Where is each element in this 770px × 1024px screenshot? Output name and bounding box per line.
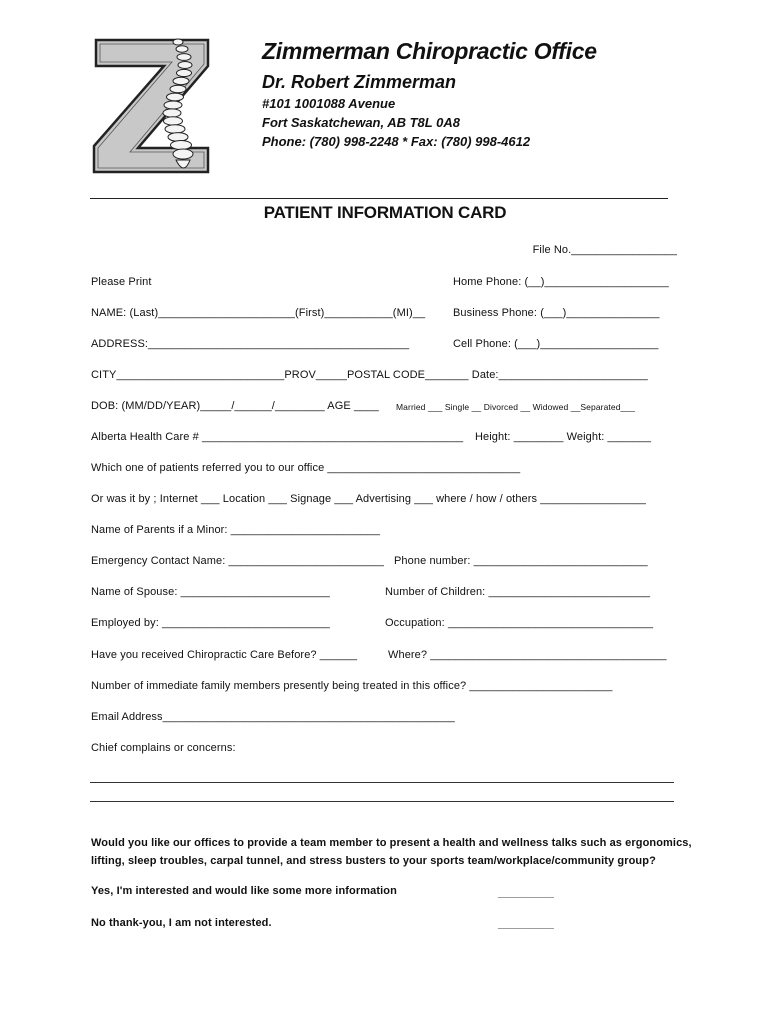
family-members-field[interactable]: Number of immediate family members presently being treated in this office? _______________________: [91, 680, 613, 692]
home-phone-field[interactable]: Home Phone: (__)____________________: [453, 276, 669, 288]
wellness-no-blank[interactable]: _________: [498, 918, 554, 930]
number-of-children-field[interactable]: Number of Children: __________________________: [385, 586, 651, 598]
please-print-note: Please Print: [91, 276, 152, 288]
z-spine-logo-icon: [90, 36, 214, 176]
doctor-name: Dr. Robert Zimmerman: [262, 72, 457, 92]
dob-age-field[interactable]: DOB: (MM/DD/YEAR)_____/______/________ AGE ____: [91, 400, 379, 412]
parents-name-field[interactable]: Name of Parents if a Minor: ________________________: [91, 524, 380, 536]
marital-status-field[interactable]: Married ___ Single __ Divorced __ Widowed __Separated___: [396, 402, 636, 412]
height-weight-field[interactable]: Height: ________ Weight: _______: [475, 431, 652, 443]
business-phone-field[interactable]: Business Phone: (___)_______________: [453, 307, 660, 319]
health-care-field[interactable]: Alberta Health Care # __________________________________________: [91, 431, 464, 443]
previous-care-where-field[interactable]: Where? ______________________________________: [388, 649, 667, 661]
employer-field[interactable]: Employed by: ___________________________: [91, 617, 330, 629]
cell-phone-field[interactable]: Cell Phone: (___)___________________: [453, 338, 659, 350]
wellness-no-option: No thank-you, I am not interested.: [91, 917, 272, 929]
chief-complaints-line-1[interactable]: [90, 782, 674, 783]
previous-care-field[interactable]: Have you received Chiropractic Care Before? ______: [91, 649, 358, 661]
office-name: Zimmerman Chiropractic Office: [262, 38, 597, 64]
emergency-phone-field[interactable]: Phone number: ____________________________: [394, 555, 648, 567]
wellness-yes-option: Yes, I'm interested and would like some more information: [91, 885, 397, 897]
contact-line: Phone: (780) 998-2248 * Fax: (780) 998-4612: [262, 134, 531, 149]
referral-source-field[interactable]: Or was it by ; Internet ___ Location ___ Signage ___ Advertising ___ where / how / others _________________: [91, 493, 646, 505]
file-no-field[interactable]: File No._________________: [532, 244, 677, 256]
address-line-1: #101 1001088 Avenue: [262, 96, 396, 111]
chief-complaints-line-2[interactable]: [90, 801, 674, 802]
header-divider: [90, 198, 668, 199]
emergency-contact-field[interactable]: Emergency Contact Name: _________________________: [91, 555, 384, 567]
spouse-name-field[interactable]: Name of Spouse: ________________________: [91, 586, 330, 598]
name-field[interactable]: NAME: (Last)______________________(First)___________(MI)__: [91, 307, 426, 319]
wellness-question-line-1: Would you like our offices to provide a team member to present a health and wellness talks such as ergonomics,: [91, 837, 692, 849]
form-title: PATIENT INFORMATION CARD: [263, 203, 507, 222]
address-line-2: Fort Saskatchewan, AB T8L 0A8: [262, 115, 460, 130]
city-prov-postal-date-field[interactable]: CITY___________________________PROV_____POSTAL CODE_______ Date:________________________: [91, 369, 648, 381]
wellness-yes-blank[interactable]: _________: [498, 887, 554, 899]
occupation-field[interactable]: Occupation: _________________________________: [385, 617, 654, 629]
address-field[interactable]: ADDRESS:__________________________________________: [91, 338, 410, 350]
wellness-question-line-2: lifting, sleep troubles, carpal tunnel, and stress busters to your sports team/workplace/community group?: [91, 855, 656, 867]
referred-by-patient-field[interactable]: Which one of patients referred you to our office _______________________________: [91, 462, 521, 474]
chief-complaints-label: Chief complains or concerns:: [91, 742, 236, 754]
email-field[interactable]: Email Address_______________________________________________: [91, 711, 455, 723]
